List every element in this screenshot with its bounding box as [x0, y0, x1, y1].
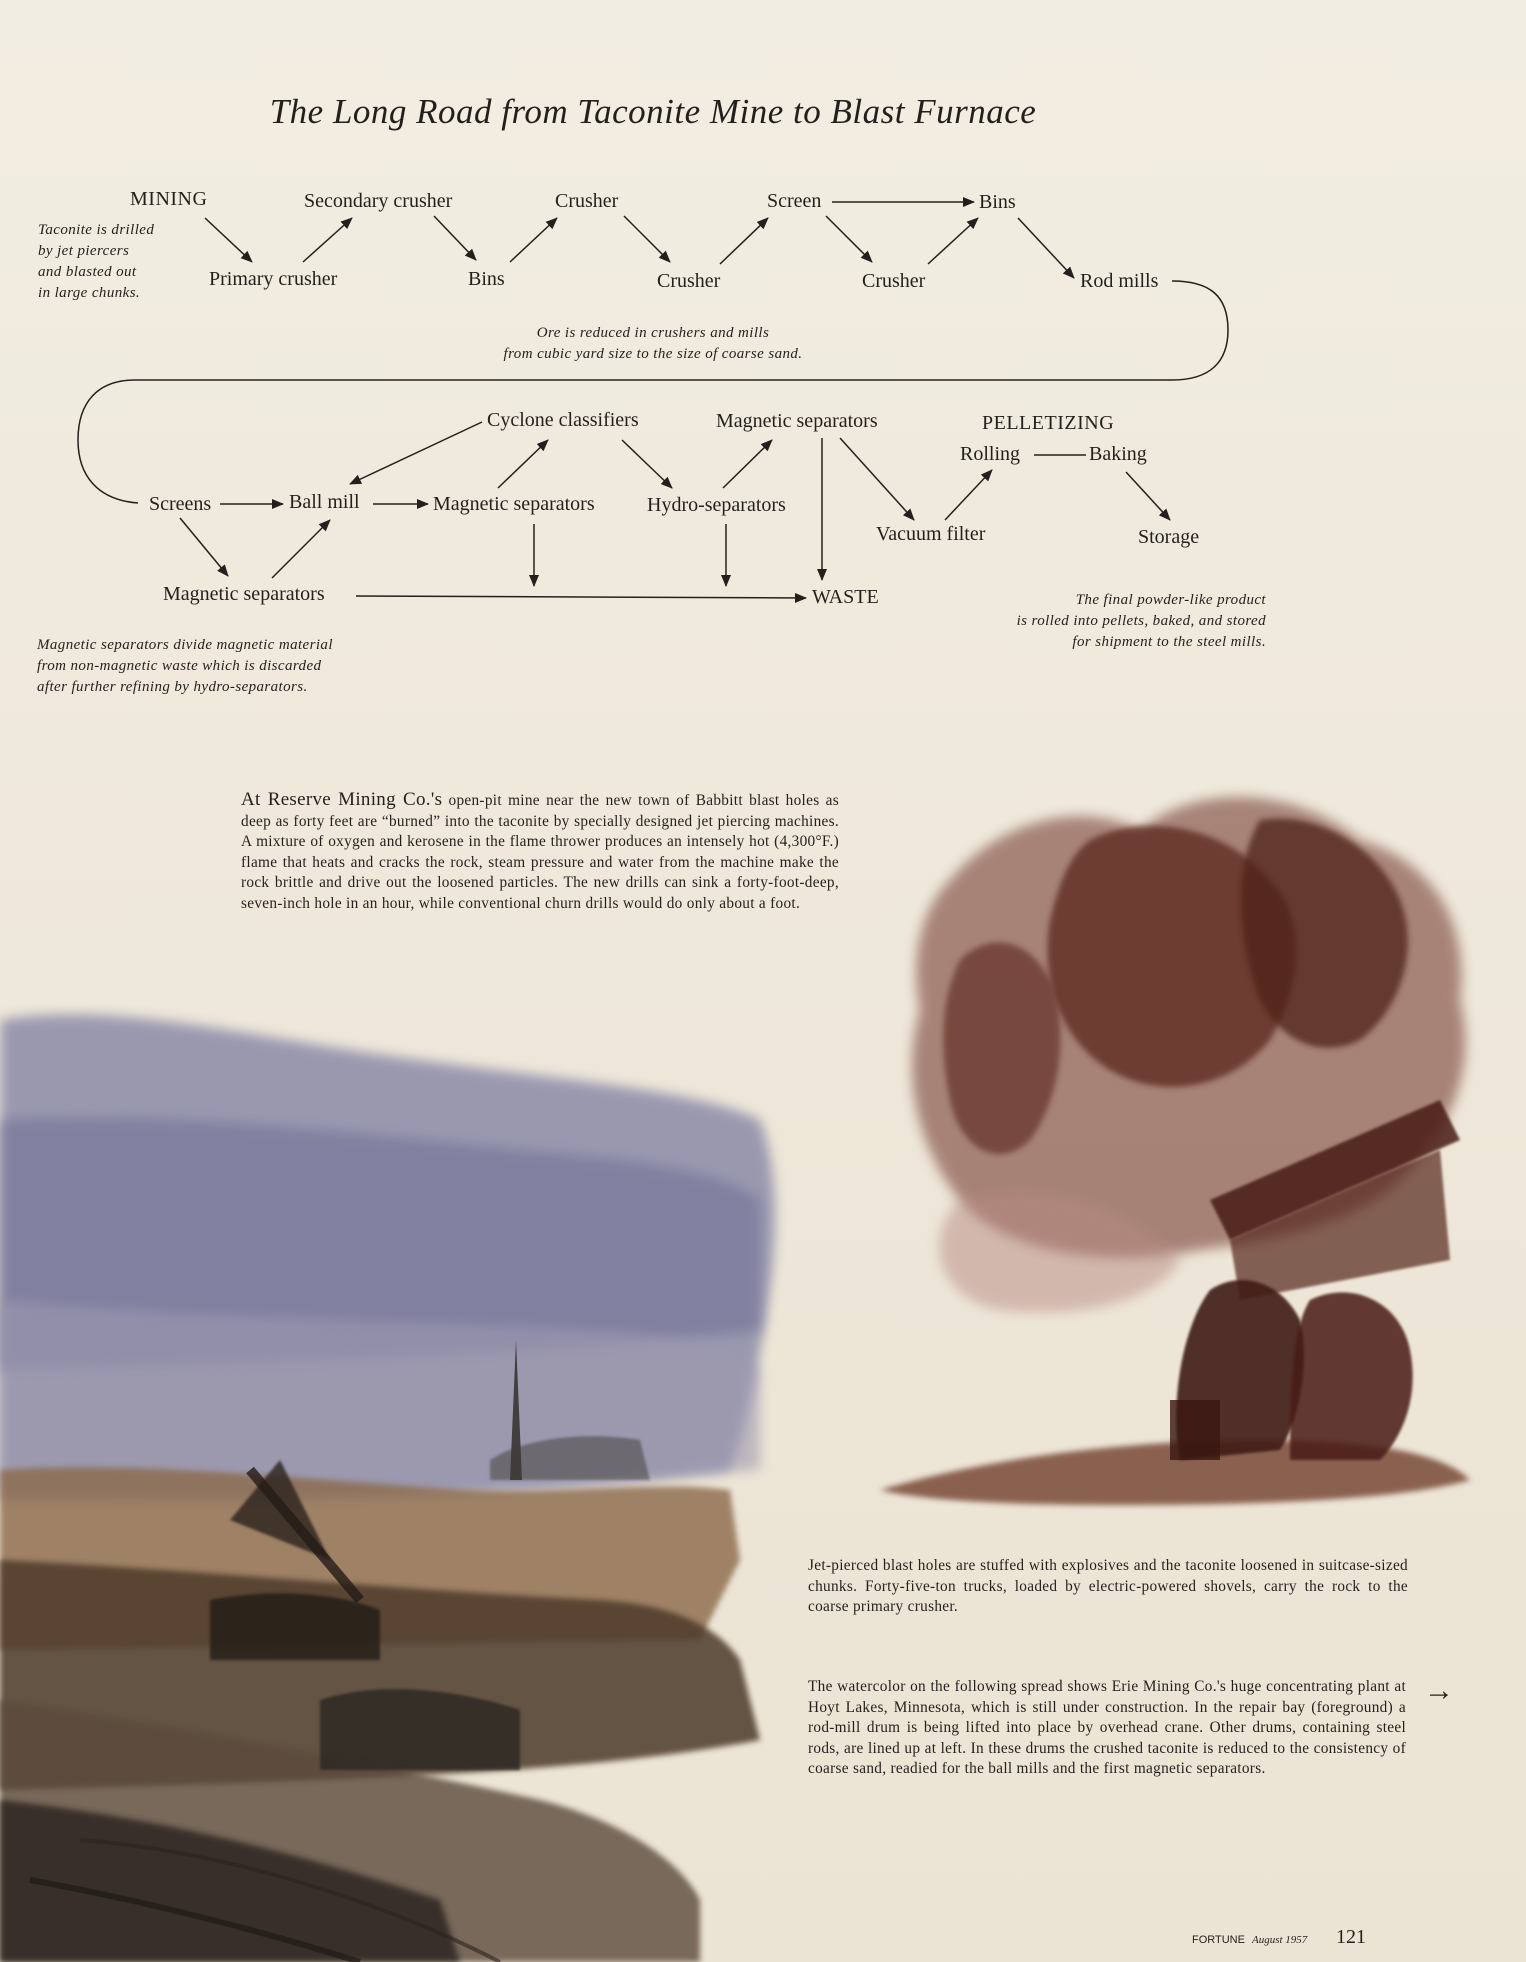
node-primary-crusher: Primary crusher: [209, 268, 338, 290]
note-crushing-line: Ore is reduced in crushers and mills: [536, 325, 770, 341]
node-rolling: Rolling: [960, 443, 1021, 465]
heading-pelletizing: PELLETIZING: [982, 412, 1115, 434]
arrow-magsep-to-vacuum: [840, 438, 914, 520]
node-magnetic-separators-2: Magnetic separators: [716, 410, 878, 432]
node-magnetic-separators-1: Magnetic separators: [433, 493, 595, 515]
blast-watercolor: [880, 797, 1470, 1505]
reserve-mining-lead: At Reserve Mining Co.'s: [241, 789, 443, 810]
node-vacuum-filter: Vacuum filter: [876, 523, 986, 545]
arrow-screens-to-magsep: [180, 518, 228, 576]
arrow-vacuum-to-rolling: [945, 470, 992, 520]
arrow-bins-to-crusher: [510, 218, 557, 262]
arrow-mining-to-primary: [205, 218, 252, 262]
arrow-baking-to-storage: [1126, 472, 1170, 520]
node-crusher-2: Crusher: [657, 270, 721, 292]
arrow-secondary-to-bins: [434, 216, 476, 260]
note-crushing: [0, 323, 1306, 365]
node-baking: Baking: [1089, 443, 1147, 465]
arrow-crusher-to-bins: [928, 218, 978, 264]
arrow-screen-to-crusher: [826, 216, 872, 262]
arrow-bins-to-rodmills: [1018, 218, 1074, 278]
arrow-magsep-to-ballmill: [272, 520, 330, 578]
note-pelletizing-line: is rolled into pellets, baked, and stored: [1016, 613, 1266, 629]
diagram-title: The Long Road from Taconite Mine to Blast Furnace: [269, 92, 1037, 131]
note-mining: [38, 220, 154, 304]
next-page-arrow-icon: →: [1424, 1674, 1454, 1707]
heading-mining: MINING: [130, 188, 208, 210]
note-mining-line: in large chunks.: [38, 285, 141, 301]
node-bins-1: Bins: [468, 268, 505, 290]
node-ball-mill: Ball mill: [289, 491, 360, 513]
note-separators-line: from non-magnetic waste which is discarded: [37, 658, 322, 674]
note-mining-line: by jet piercers: [38, 243, 130, 259]
arrow-crusher-to-crusher: [624, 216, 670, 262]
node-cyclone-classifiers: Cyclone classifiers: [487, 409, 639, 431]
node-secondary-crusher: Secondary crusher: [304, 190, 453, 212]
note-crushing-line: from cubic yard size to the size of coarse sand.: [503, 346, 803, 362]
page-number: 121: [1336, 1926, 1366, 1948]
node-crusher-3: Crusher: [862, 270, 926, 292]
footer-magazine: FORTUNE: [1192, 1934, 1245, 1946]
arrow-crusher-to-screen: [720, 218, 768, 264]
node-crusher-1: Crusher: [555, 190, 619, 212]
arrow-magsep-to-cyclone: [498, 440, 548, 488]
arrow-cyclone-to-ballmill: [350, 422, 482, 484]
arrow-magsep-to-waste-line: [356, 596, 806, 598]
note-mining-line: and blasted out: [38, 264, 137, 280]
note-pelletizing-line: for shipment to the steel mills.: [1072, 634, 1266, 650]
node-magnetic-separators-3: Magnetic separators: [163, 583, 325, 605]
note-pelletizing: [940, 590, 1266, 653]
mine-watercolor: [0, 1015, 775, 1962]
note-mining-line: Taconite is drilled: [38, 222, 155, 238]
arrow-primary-to-secondary: [303, 218, 352, 262]
reserve-mining-body: open-pit mine near the new town of Babbitt blast holes as deep as forty feet are “burned” into the taconite by specially designed jet piercing machines. A mixture of oxygen and kerosene in the flame thrower produces an intensely hot (4,300°F.) flame that heats and cracks the rock, steam pressure and water from the machine make the rock brittle and drive out the loosened particles. The new drills can sink a forty-foot-deep, seven-inch hole in an hour, while conventional churn drills would do only about a foot.: [241, 792, 840, 912]
arrow-cyclone-to-hydro: [622, 440, 672, 488]
reserve-mining-paragraph: [241, 790, 839, 914]
node-rod-mills: Rod mills: [1080, 270, 1159, 292]
watercolor-caption: The watercolor on the following spread shows Erie Mining Co.'s huge concentrating plant at Hoyt Lakes, Minnesota, which is still under construction. In the repair bay (foreground) a rod-mill drum is being lifted into place by overhead crane. Other drums, containing steel rods, are lined up at left. In these drums the crushed taconite is reduced to the consistency of coarse sand, readied for the ball mills and the first magnetic separators.: [808, 1678, 1406, 1777]
arrow-hydro-to-magsep: [723, 440, 772, 488]
node-screens: Screens: [149, 493, 212, 515]
node-storage: Storage: [1138, 526, 1200, 548]
blast-caption: Jet-pierced blast holes are stuffed with explosives and the taconite loosened in suitcase-sized chunks. Forty-five-ton trucks, loaded by electric-powered shovels, carry the rock to the coarse primary crusher.: [808, 1557, 1408, 1615]
node-hydro-separators: Hydro-separators: [647, 494, 786, 516]
note-separators-line: Magnetic separators divide magnetic material: [37, 637, 333, 653]
node-bins-2: Bins: [979, 191, 1016, 213]
footer-date: August 1957: [1252, 1934, 1308, 1946]
node-waste: WASTE: [812, 586, 879, 608]
note-separators-line: after further refining by hydro-separators.: [37, 679, 308, 695]
note-pelletizing-line: The final powder-like product: [1075, 592, 1266, 608]
node-screen: Screen: [767, 190, 822, 212]
note-separators: [37, 635, 333, 698]
